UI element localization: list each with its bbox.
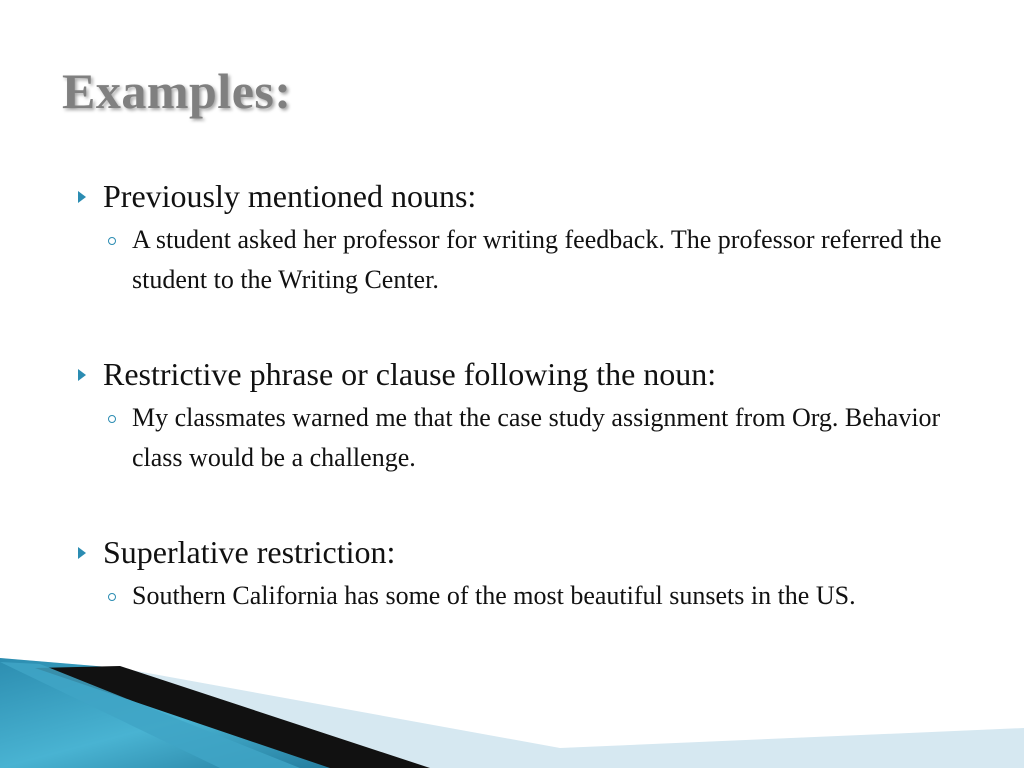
sub-bullet-text: A student asked her professor for writing feedback. The professor referred the student to the Writing Center. — [132, 225, 942, 294]
arrow-right-icon — [78, 547, 86, 559]
sub-bullet-text: My classmates warned me that the case study assignment from Org. Behavior class would be a challenge. — [132, 403, 941, 472]
bullet-item — [76, 356, 976, 392]
bullet-item — [76, 534, 976, 570]
bullet-group-2 — [76, 356, 976, 478]
decorative-wave — [0, 628, 1024, 768]
arrow-right-icon — [78, 369, 86, 381]
bullet-group-3 — [76, 534, 976, 616]
circle-icon — [108, 415, 116, 423]
bullet-heading: Previously mentioned nouns: — [103, 178, 477, 214]
bullet-heading: Superlative restriction: — [103, 534, 396, 570]
sub-bullet-item — [76, 576, 976, 616]
bullet-item — [76, 178, 976, 214]
bullet-group-1 — [76, 178, 976, 300]
slide-title: Examples: — [62, 63, 292, 119]
circle-icon — [108, 237, 116, 245]
sub-bullet-item — [76, 220, 976, 300]
bullet-heading: Restrictive phrase or clause following the noun: — [103, 356, 717, 392]
sub-bullet-text: Southern California has some of the most beautiful sunsets in the US. — [132, 581, 856, 610]
circle-icon — [108, 593, 116, 601]
sub-bullet-item — [76, 398, 976, 478]
arrow-right-icon — [78, 191, 86, 203]
